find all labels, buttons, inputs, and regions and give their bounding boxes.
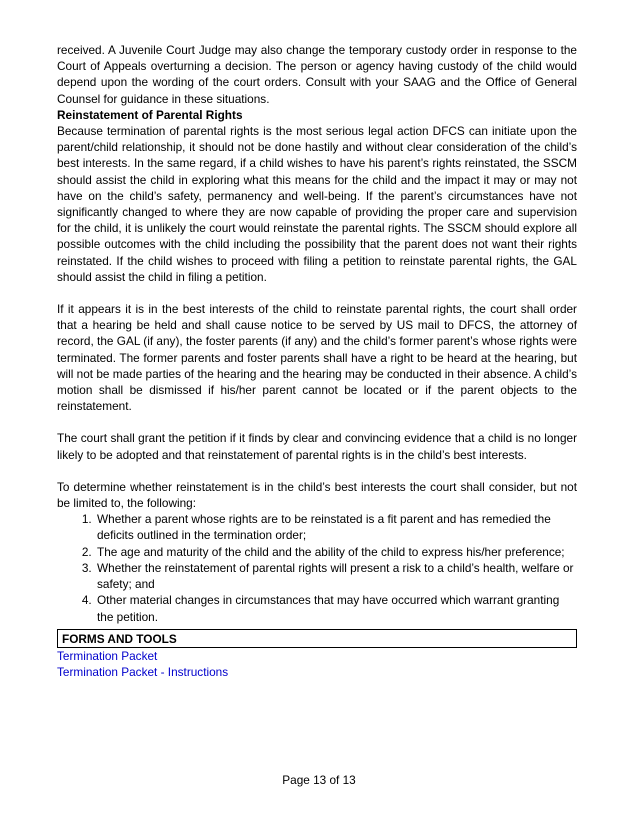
- criteria-list: [57, 511, 577, 624]
- criteria-item: 3. Whether the reinstatement of parental rights will present a risk to a child’s health, welfare or safety; and: [95, 560, 577, 592]
- intro-paragraph: received. A Juvenile Court Judge may also change the temporary custody order in response to the Court of Appeals overturning a decision. The person or agency having custody of the child would depend upon the wording of the court orders. Consult with your SAAG and the Office of General Counsel for guidance in these situations.: [57, 43, 577, 106]
- criteria-item: 2. The age and maturity of the child and the ability of the child to express his/her preference;: [95, 544, 577, 560]
- forms-and-tools-heading: FORMS AND TOOLS: [62, 631, 177, 646]
- termination-packet-link[interactable]: Termination Packet: [57, 648, 158, 663]
- criteria-item: 1. Whether a parent whose rights are to be reinstated is a fit parent and has remedied the deficits outlined in the termination order;: [95, 511, 577, 543]
- reinstatement-paragraph-4: To determine whether reinstatement is in the child’s best interests the court shall consider, but not be limited to, the following:: [57, 479, 577, 511]
- section-heading: Reinstatement of Parental Rights: [57, 107, 243, 122]
- page-number: Page 13 of 13: [282, 773, 356, 787]
- reinstatement-paragraph-2: If it appears it is in the best interests of the child to reinstate parental rights, the court shall order that a hearing be held and shall cause notice to be served by US mail to DFCS, the attorney of record, the GAL (if any), the foster parents (if any) and the child’s former parent’s whose rights were terminated. The former parents and foster parents shall have a right to be heard at the hearing, but will not be made parties of the hearing and the hearing may be conducted in their absence. A child’s motion shall be dismissed if his/her parent cannot be located or if the parent objects to the reinstatement.: [57, 302, 577, 414]
- reinstatement-paragraph-1: Because termination of parental rights is the most serious legal action DFCS can initiate upon the parent/child relationship, it should not be done hastily and without clear consideration of the child’s best interests. In the same regard, if a child wishes to have his parent’s rights reinstated, the SSCM should assist the child in exploring what this means for the child and the impact it may or may not have on the child’s safety, permanency and well-being. If the parent’s circumstances have not significantly changed to where they are now capable of providing the proper care and supervision for the child, it is unlikely the court would reinstate the parental rights. The SSCM should explore all possible outcomes with the child including the possibility that the parent does not want their rights reinstated. If the child wishes to proceed with filing a petition to reinstate parental rights, the GAL should assist the child in filing a petition.: [57, 124, 577, 284]
- page-footer: [0, 773, 638, 787]
- criteria-item: 4. Other material changes in circumstances that may have occurred which warrant granting the petition.: [95, 592, 577, 624]
- document-page: [57, 42, 577, 680]
- forms-and-tools-header: [57, 629, 577, 648]
- reinstatement-paragraph-3: The court shall grant the petition if it finds by clear and convincing evidence that a child is no longer likely to be adopted and that reinstatement of parental rights is in the child’s best interests.: [57, 431, 577, 462]
- termination-packet-instructions-link[interactable]: Termination Packet - Instructions: [57, 664, 229, 679]
